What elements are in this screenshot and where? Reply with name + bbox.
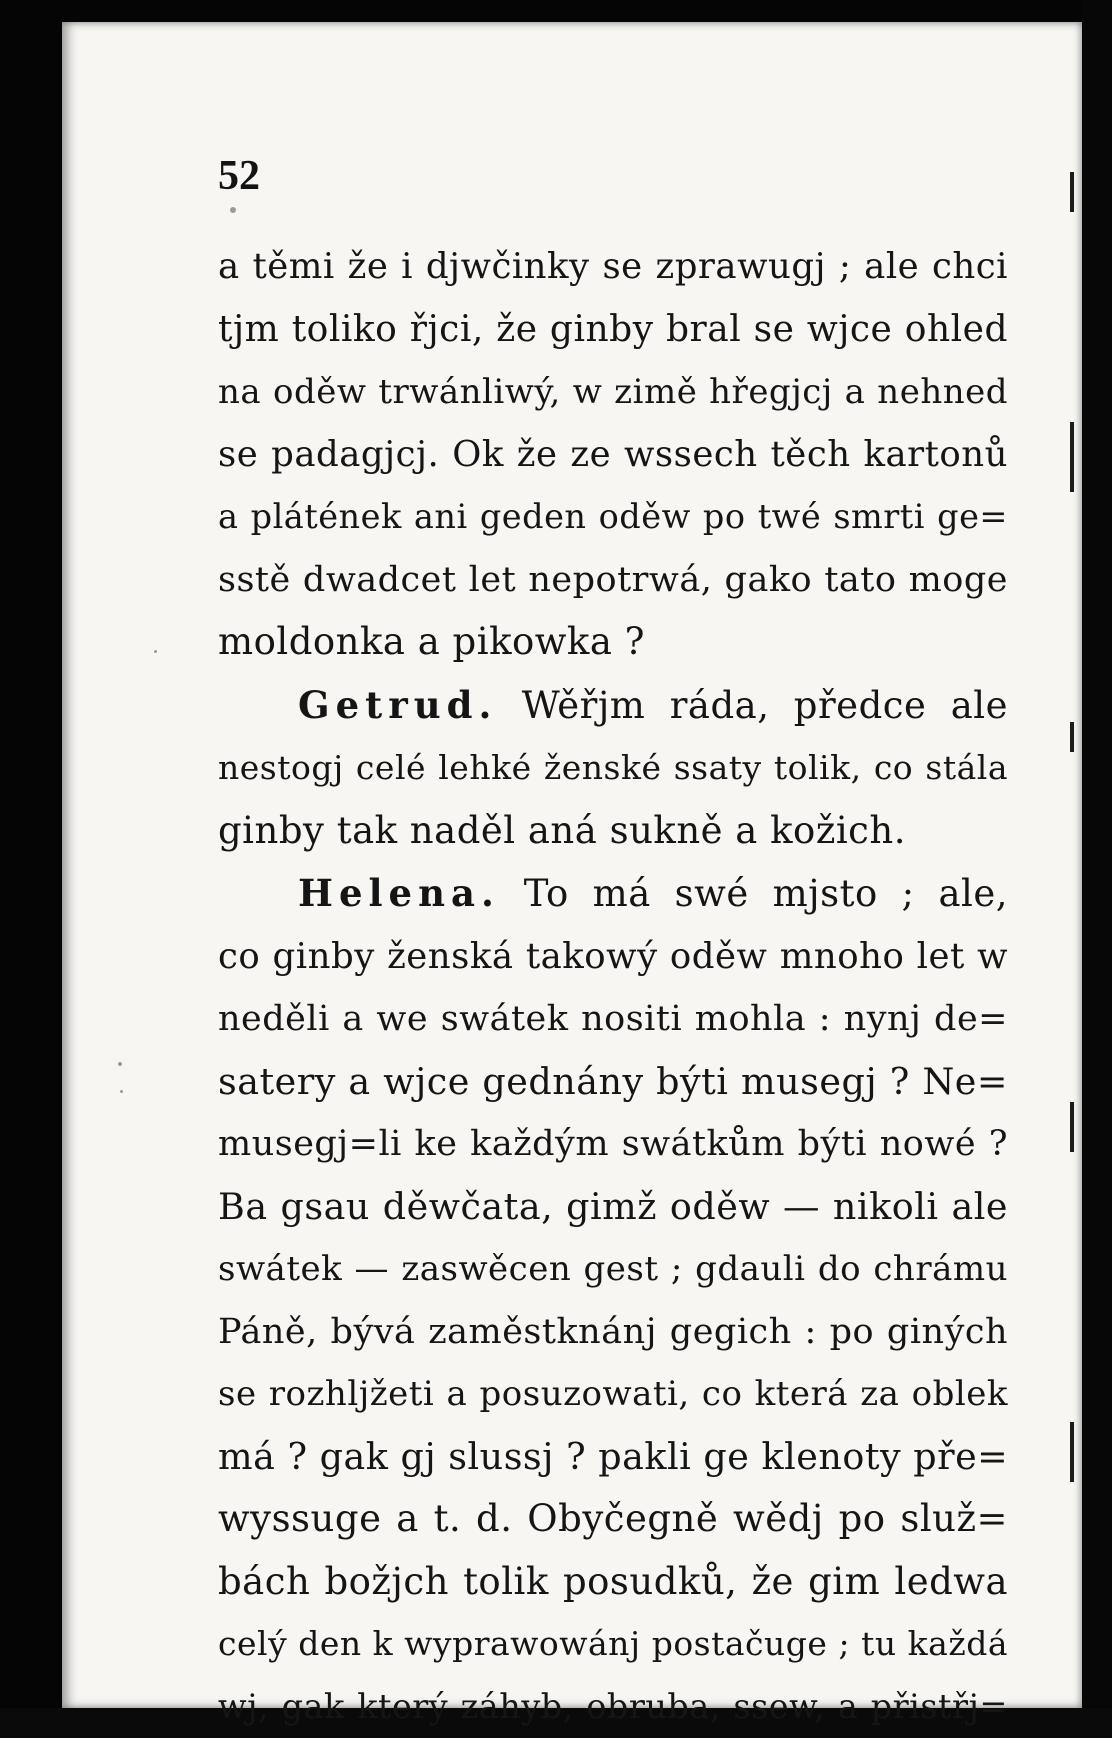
- text-line: [218, 862, 1008, 926]
- text-line: [218, 361, 1008, 424]
- text-line: [218, 988, 1008, 1051]
- line-text: To má swé mjsto ; ale,: [524, 872, 1008, 915]
- text-line: [218, 800, 1008, 863]
- line-text: se rozhljžeti a posuzowati, co která za oblek: [218, 1374, 1008, 1414]
- line-text: wyssuge a t. d. Obyčegně wědj po služ=: [218, 1497, 1008, 1540]
- text-line: [218, 424, 1008, 487]
- text-line: [218, 1676, 1008, 1738]
- speaker-name: Helena.: [298, 871, 500, 915]
- text-line: [218, 1426, 1008, 1489]
- line-text: celý den k wyprawowánj postačuge ; tu každá: [218, 1624, 1008, 1663]
- text-line: [218, 1113, 1008, 1176]
- line-text: a plátének ani geden oděw po twé smrti ge=: [218, 497, 1008, 536]
- text-line: [218, 1301, 1008, 1364]
- line-text: sstě dwadcet let nepotrwá, gako tato moge: [218, 560, 1008, 600]
- scan-frame-top: [0, 0, 1112, 22]
- text-line: [218, 737, 1008, 800]
- line-text: moldonka a pikowka ?: [218, 620, 645, 663]
- line-text: musegj=li ke každým swátkům býti nowé ?: [218, 1124, 1008, 1164]
- text-line: [218, 299, 1008, 362]
- text-line: [218, 1363, 1008, 1426]
- text-line: [218, 1238, 1008, 1301]
- line-text: tjm toliko řjci, že ginby bral se wjce ohled: [218, 309, 1008, 350]
- scan-frame-right: [1082, 0, 1112, 1708]
- text-line: [218, 1051, 1008, 1114]
- line-text: bách božjch tolik posudků, že gim ledwa: [218, 1560, 1008, 1603]
- text-line: [218, 1551, 1008, 1614]
- line-text: na oděw trwánliwý, w zimě hřegjcj a nehned: [218, 372, 1008, 412]
- text-line: [218, 674, 1008, 738]
- line-text: se padagjcj. Ok že ze wssech těch kartonů: [218, 434, 1008, 475]
- text-line: [218, 611, 1008, 674]
- text-line: [218, 1613, 1008, 1676]
- line-text: swátek — zaswěcen gest ; gdauli do chrámu: [218, 1249, 1008, 1289]
- text-line: [218, 926, 1008, 989]
- line-text: Ba gsau děwčata, gimž oděw — nikoli ale: [218, 1185, 1008, 1228]
- line-text: satery a wjce gednány býti musegj ? Ne=: [218, 1060, 1008, 1103]
- text-line: [218, 549, 1008, 612]
- line-text: Wěřjm ráda, předce ale: [522, 684, 1008, 727]
- scan-frame-left: [0, 0, 62, 1708]
- line-text: wj, gak který záhyb, obruba, ssew, a přistřj=: [218, 1687, 1008, 1726]
- line-text: Páně, bývá zaměstknánj gegich : po giných: [218, 1312, 1008, 1352]
- speaker-name: Getrud.: [298, 683, 497, 727]
- page-edge-marks: [1068, 162, 1074, 1562]
- line-text: ginby tak naděl aná sukně a kožich.: [218, 809, 906, 852]
- body-text: [218, 236, 1008, 1738]
- line-text: co ginby ženská takowý oděw mnoho let w: [218, 936, 1008, 977]
- text-line: [218, 1488, 1008, 1551]
- line-text: má ? gak gj slussj ? pakli ge klenoty pře=: [218, 1435, 1008, 1478]
- text-line: [218, 486, 1008, 549]
- line-text: nestogj celé lehké ženské ssaty tolik, co stála: [218, 748, 1008, 787]
- line-text: neděli a we swátek nositi mohla : nynj de=: [218, 999, 1008, 1039]
- line-text: a těmi že i djwčinky se zprawugj ; ale chci: [218, 246, 1008, 287]
- text-line: [218, 1176, 1008, 1239]
- text-line: [218, 236, 1008, 299]
- page-number: 52: [218, 152, 260, 200]
